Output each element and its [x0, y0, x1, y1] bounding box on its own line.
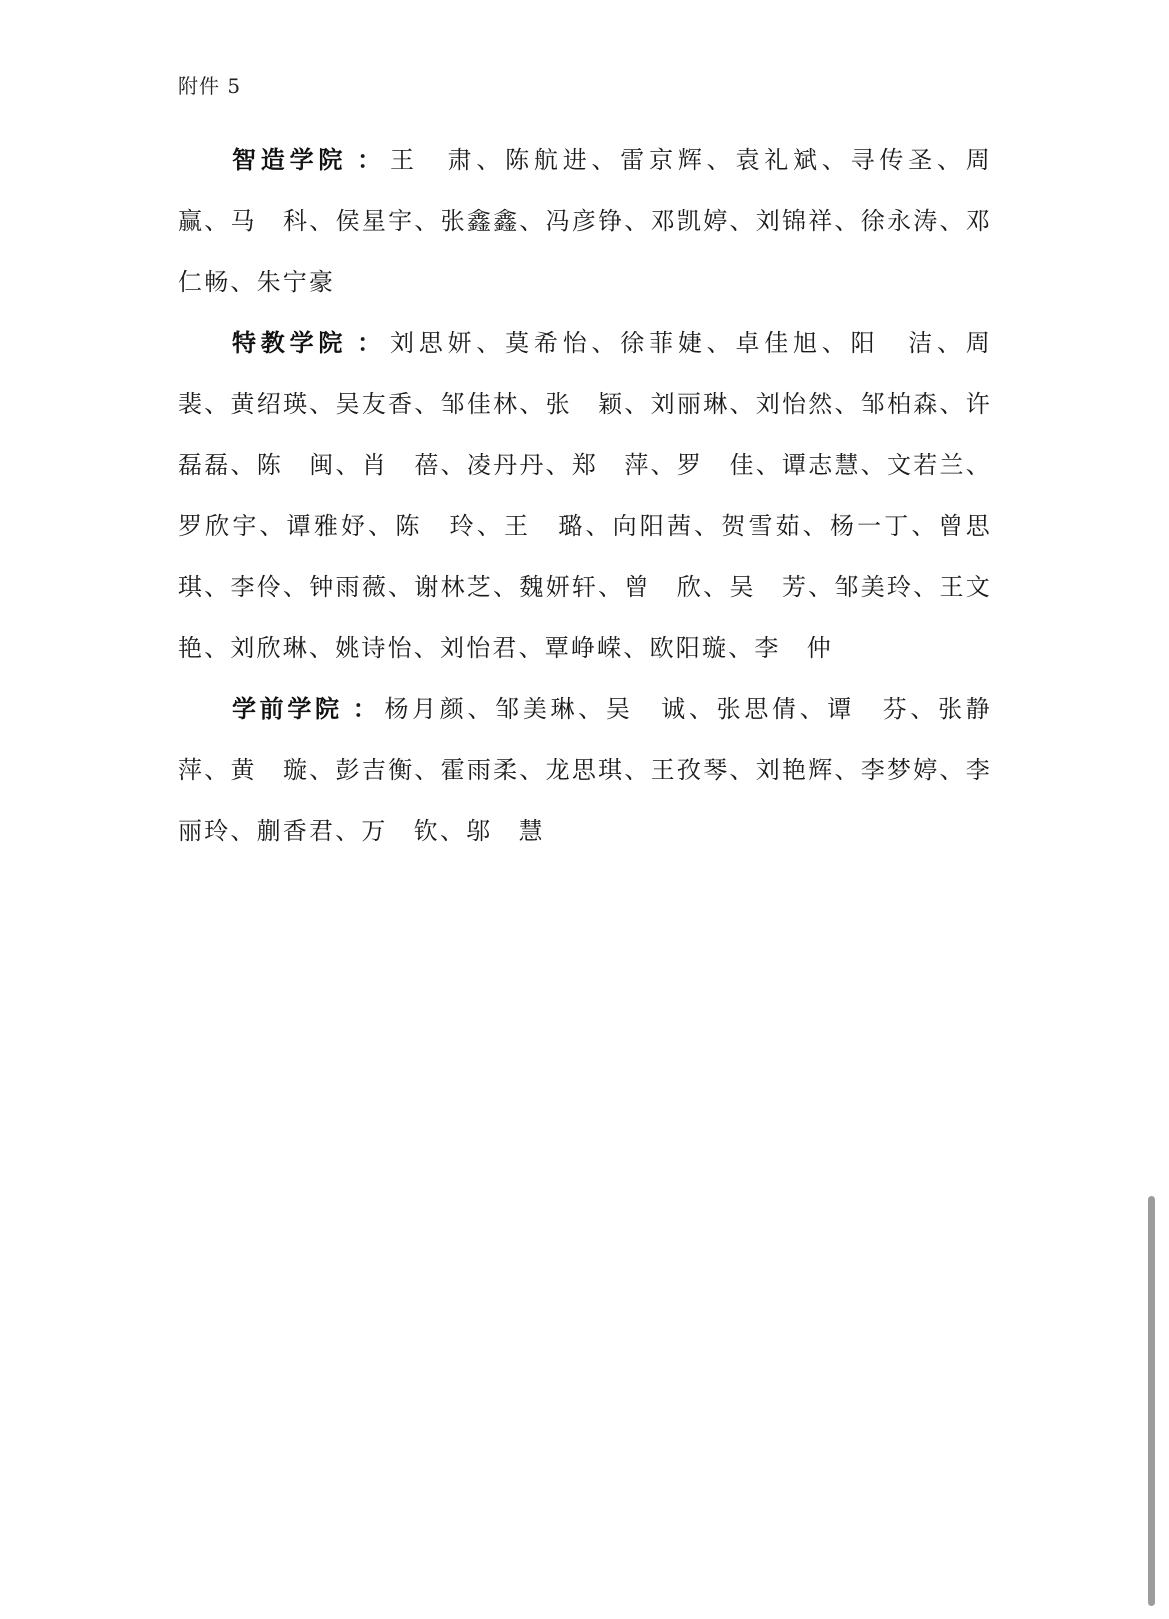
document-body: [178, 130, 1019, 862]
college-name: 学前学院: [232, 695, 343, 723]
section-zhizao: [178, 130, 1019, 313]
attachment-label: 附件 5: [178, 74, 242, 98]
college-name: 智造学院: [232, 146, 348, 174]
section-xueqian: [178, 679, 992, 862]
section-tejiao: [178, 313, 1019, 679]
name-list: 王 肃、陈航进、雷京辉、袁礼斌、寻传圣、周 赢、马 科、侯星宇、张鑫鑫、冯彦铮、邓凯婷、刘锦祥、徐永涛、邓仁畅、朱宁豪: [178, 146, 1019, 296]
name-list: 刘思妍、莫希怡、徐菲婕、卓佳旭、阳 洁、周 裴、黄绍瑛、吴友香、邹佳林、张 颖、刘丽琳、刘怡然、邹柏森、许磊磊、陈 闽、肖 蓓、凌丹丹、郑 萍、罗 佳、谭志慧、文若兰、罗欣宇、谭雅妤、陈 玲、王 璐、向阳茜、贺雪茹、杨一丁、曾思琪、李伶、钟雨薇、谢林芝、魏妍轩、曾 欣、吴 芳、邹美玲、王文艳、刘欣琳、姚诗怡、刘怡君、覃峥嵘、欧阳璇、李 仲: [178, 329, 1019, 662]
college-separator: ：: [352, 695, 381, 723]
college-separator: ：: [357, 329, 386, 357]
college-name: 特教学院: [232, 329, 348, 357]
vertical-scrollbar[interactable]: [1148, 1196, 1155, 1606]
college-separator: ：: [357, 146, 386, 174]
name-list: 杨月颜、邹美琳、吴 诚、张思倩、谭 芬、张静萍、黄 璇、彭吉衡、霍雨柔、龙思琪、王孜琴、刘艳辉、李梦婷、李丽玲、蒯香君、万 钦、邬 慧: [178, 695, 992, 845]
